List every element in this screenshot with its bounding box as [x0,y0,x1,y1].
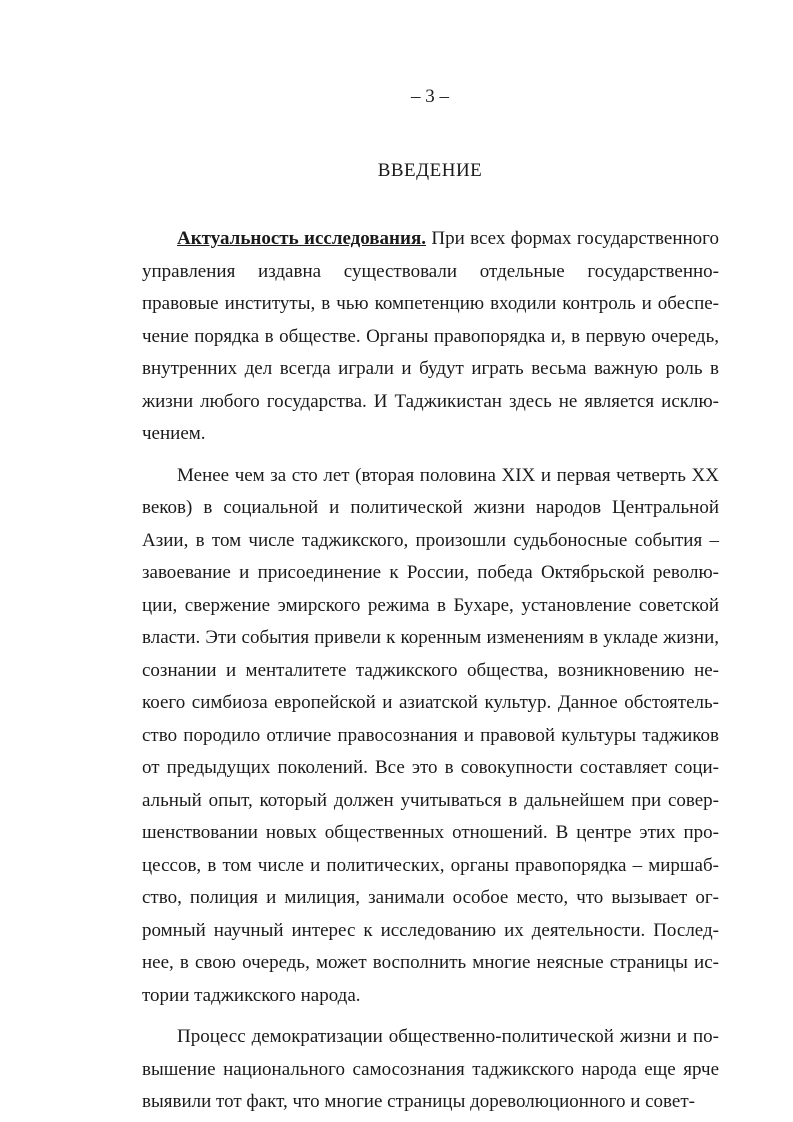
paragraph-lead-relevance: Актуальность исследования. [177,228,426,249]
paragraph-democratization: Процесс демократизации общественно-политической жизни и повышение национального самосознания таджикского народа еще ярче выявили тот факт, что многие страницы дореволюционного и совет- [142,1026,719,1112]
paragraph-history: Менее чем за сто лет (вторая половина XIX и первая четверть XX веков) в социальной и политической жизни народов Центральной Азии, в том числе таджикского, произошли судьбоносные события – завоевание и присоединение к России, победа Октябрьской революции, свержение эмирского режима в Бухаре, установление советской власти. Эти события привели к коренным изменениям в укладе жизни, сознании и менталитете таджикского общества, возникновению некоего симбиоза европейской и азиатской культур. Данное обстоятельство породило отличие правосознания и правовой культуры таджиков от предыдущих поколений. Все это в совокупности составляет социальный опыт, который должен учитываться в дальнейшем при совершенствовании новых общественных отношений. В центре этих процессов, в том числе и политических, органы правопорядка – миршабство, полиция и милиция, занимали особое место, что вызывает огромный научный интерес к исследованию их деятельности. Последнее, в свою очередь, может восполнить многие неясные страницы истории таджикского народа. [142,464,719,1006]
body-text [142,223,719,1119]
paragraph-text: При всех формах государственного управления издавна существовали отдельные государственно-правовые институты, в чью компетенцию входили контроль и обеспечение порядка в обществе. Органы правопорядка и, в первую очередь, внутренних дел всегда играли и будут играть весьма важную роль в жизни любого государства. И Таджикистан здесь не является исключением. [142,228,719,444]
page-number: – 3 – [411,86,449,107]
section-heading: ВВЕДЕНИЕ [377,160,483,181]
paragraph-relevance [142,223,719,451]
